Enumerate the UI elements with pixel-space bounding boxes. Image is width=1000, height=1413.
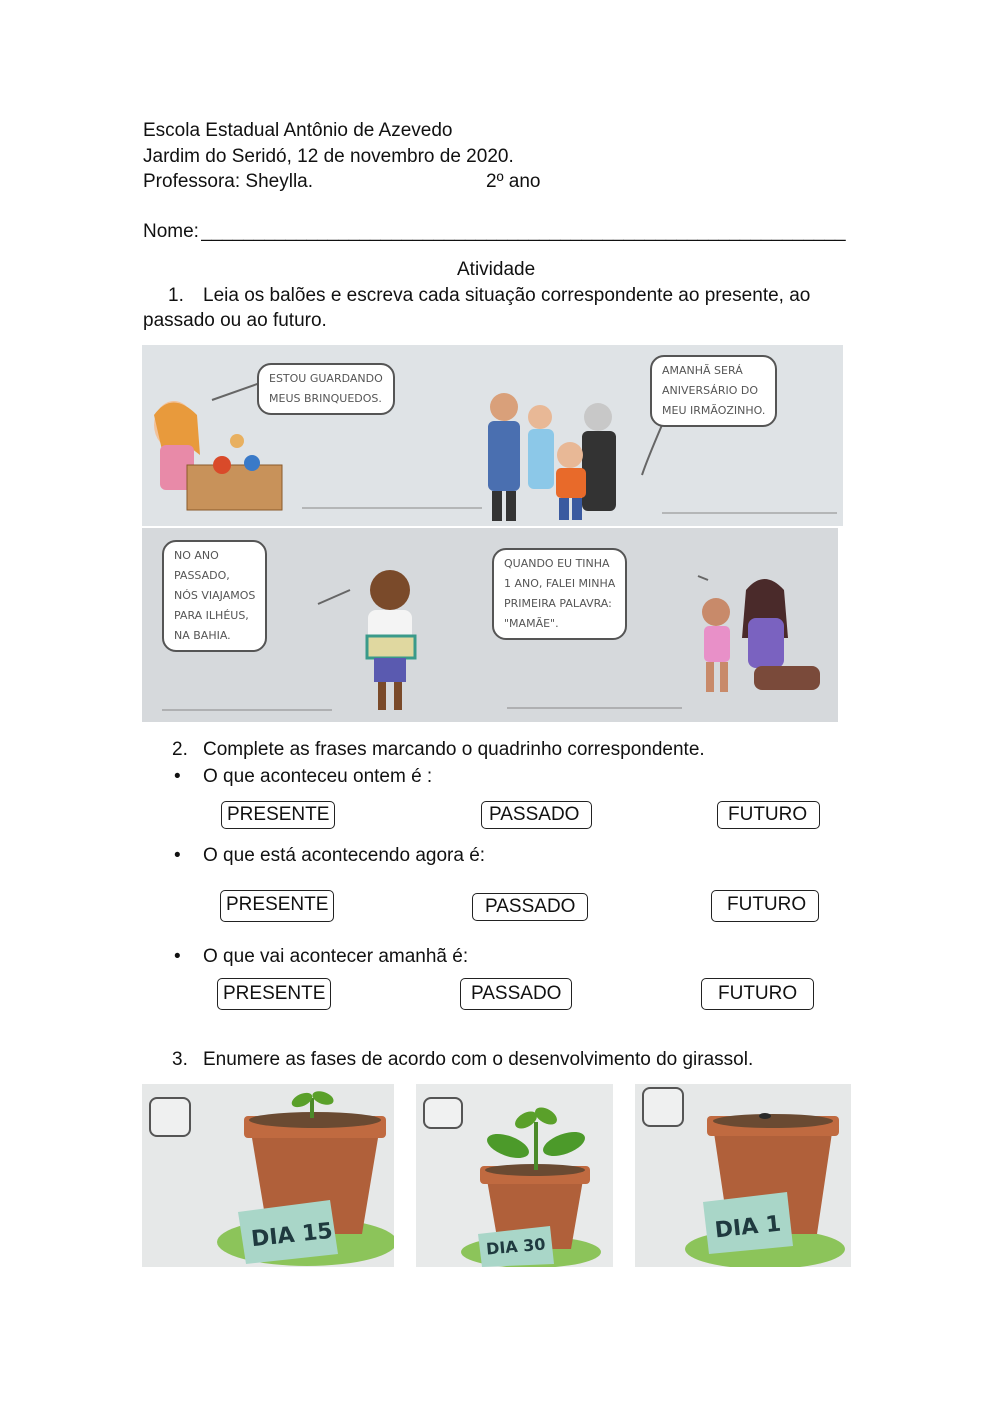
sunflower-photo-day30 — [416, 1084, 613, 1267]
order-box-3[interactable] — [642, 1087, 684, 1127]
school-name: Escola Estadual Antônio de Azevedo — [143, 120, 453, 141]
grade: 2º ano — [486, 171, 541, 192]
bubble-past-2: QUANDO EU TINHA 1 ANO, FALEI MINHA PRIMEIRA PALAVRA: "MAMÃE". — [492, 548, 627, 640]
prompt-now: O que está acontecendo agora é: — [203, 845, 486, 866]
option-futuro-3[interactable]: FUTURO — [701, 978, 814, 1010]
option-presente-1[interactable]: PRESENTE — [221, 801, 335, 829]
option-passado-2[interactable]: PASSADO — [472, 893, 588, 921]
girl-illustration — [154, 401, 282, 510]
mother-daughter-illustration — [702, 579, 820, 692]
option-futuro-2[interactable]: FUTURO — [711, 890, 819, 922]
q2-text: Complete as frases marcando o quadrinho correspondente. — [203, 739, 705, 760]
bubble-past-1: NO ANO PASSADO, NÓS VIAJAMOS PARA ILHÉUS, NA BAHIA. — [162, 540, 267, 652]
place-date: Jardim do Seridó, 12 de novembro de 2020. — [143, 146, 514, 167]
option-futuro-1[interactable]: FUTURO — [717, 801, 820, 829]
bullet: • — [174, 946, 181, 967]
q2-number: 2. — [172, 739, 188, 760]
bubble-present: ESTOU GUARDANDO MEUS BRINQUEDOS. — [257, 363, 395, 415]
day-tag-1: DIA 1 — [713, 1211, 783, 1244]
teacher-name: Professora: Sheylla. — [143, 171, 314, 192]
order-box-1[interactable] — [149, 1097, 191, 1137]
option-passado-1[interactable]: PASSADO — [481, 801, 592, 829]
day-tag-30: DIA 30 — [485, 1234, 547, 1259]
option-presente-2[interactable]: PRESENTE — [220, 890, 334, 922]
sunflower-photo-day15 — [142, 1084, 394, 1267]
boy-illustration — [367, 570, 415, 710]
speech-panel-bottom — [142, 528, 838, 722]
q1-number: 1. — [168, 285, 184, 306]
option-presente-3[interactable]: PRESENTE — [217, 978, 331, 1010]
name-field[interactable]: _____________________________________________________________ — [201, 221, 846, 242]
option-passado-3[interactable]: PASSADO — [460, 978, 572, 1010]
day-tag-15: DIA 15 — [249, 1218, 334, 1253]
q3-text: Enumere as fases de acordo com o desenvolvimento do girassol. — [203, 1049, 754, 1070]
family-illustration — [488, 393, 616, 521]
name-label: Nome: — [143, 221, 199, 242]
activity-title: Atividade — [457, 259, 536, 280]
prompt-tomorrow: O que vai acontecer amanhã é: — [203, 946, 469, 967]
bubble-future: AMANHÃ SERÁ ANIVERSÁRIO DO MEU IRMÃOZINHO. — [650, 355, 777, 427]
speech-panel-top — [142, 345, 843, 526]
q3-number: 3. — [172, 1049, 188, 1070]
q1-text-line1: Leia os balões e escreva cada situação correspondente ao presente, ao — [203, 285, 811, 306]
order-box-2[interactable] — [423, 1097, 463, 1129]
prompt-yesterday: O que aconteceu ontem é : — [203, 766, 433, 787]
bullet: • — [174, 845, 181, 866]
q1-text-line2: passado ou ao futuro. — [143, 310, 327, 331]
bullet: • — [174, 766, 181, 787]
sunflower-photo-day1 — [635, 1084, 851, 1267]
